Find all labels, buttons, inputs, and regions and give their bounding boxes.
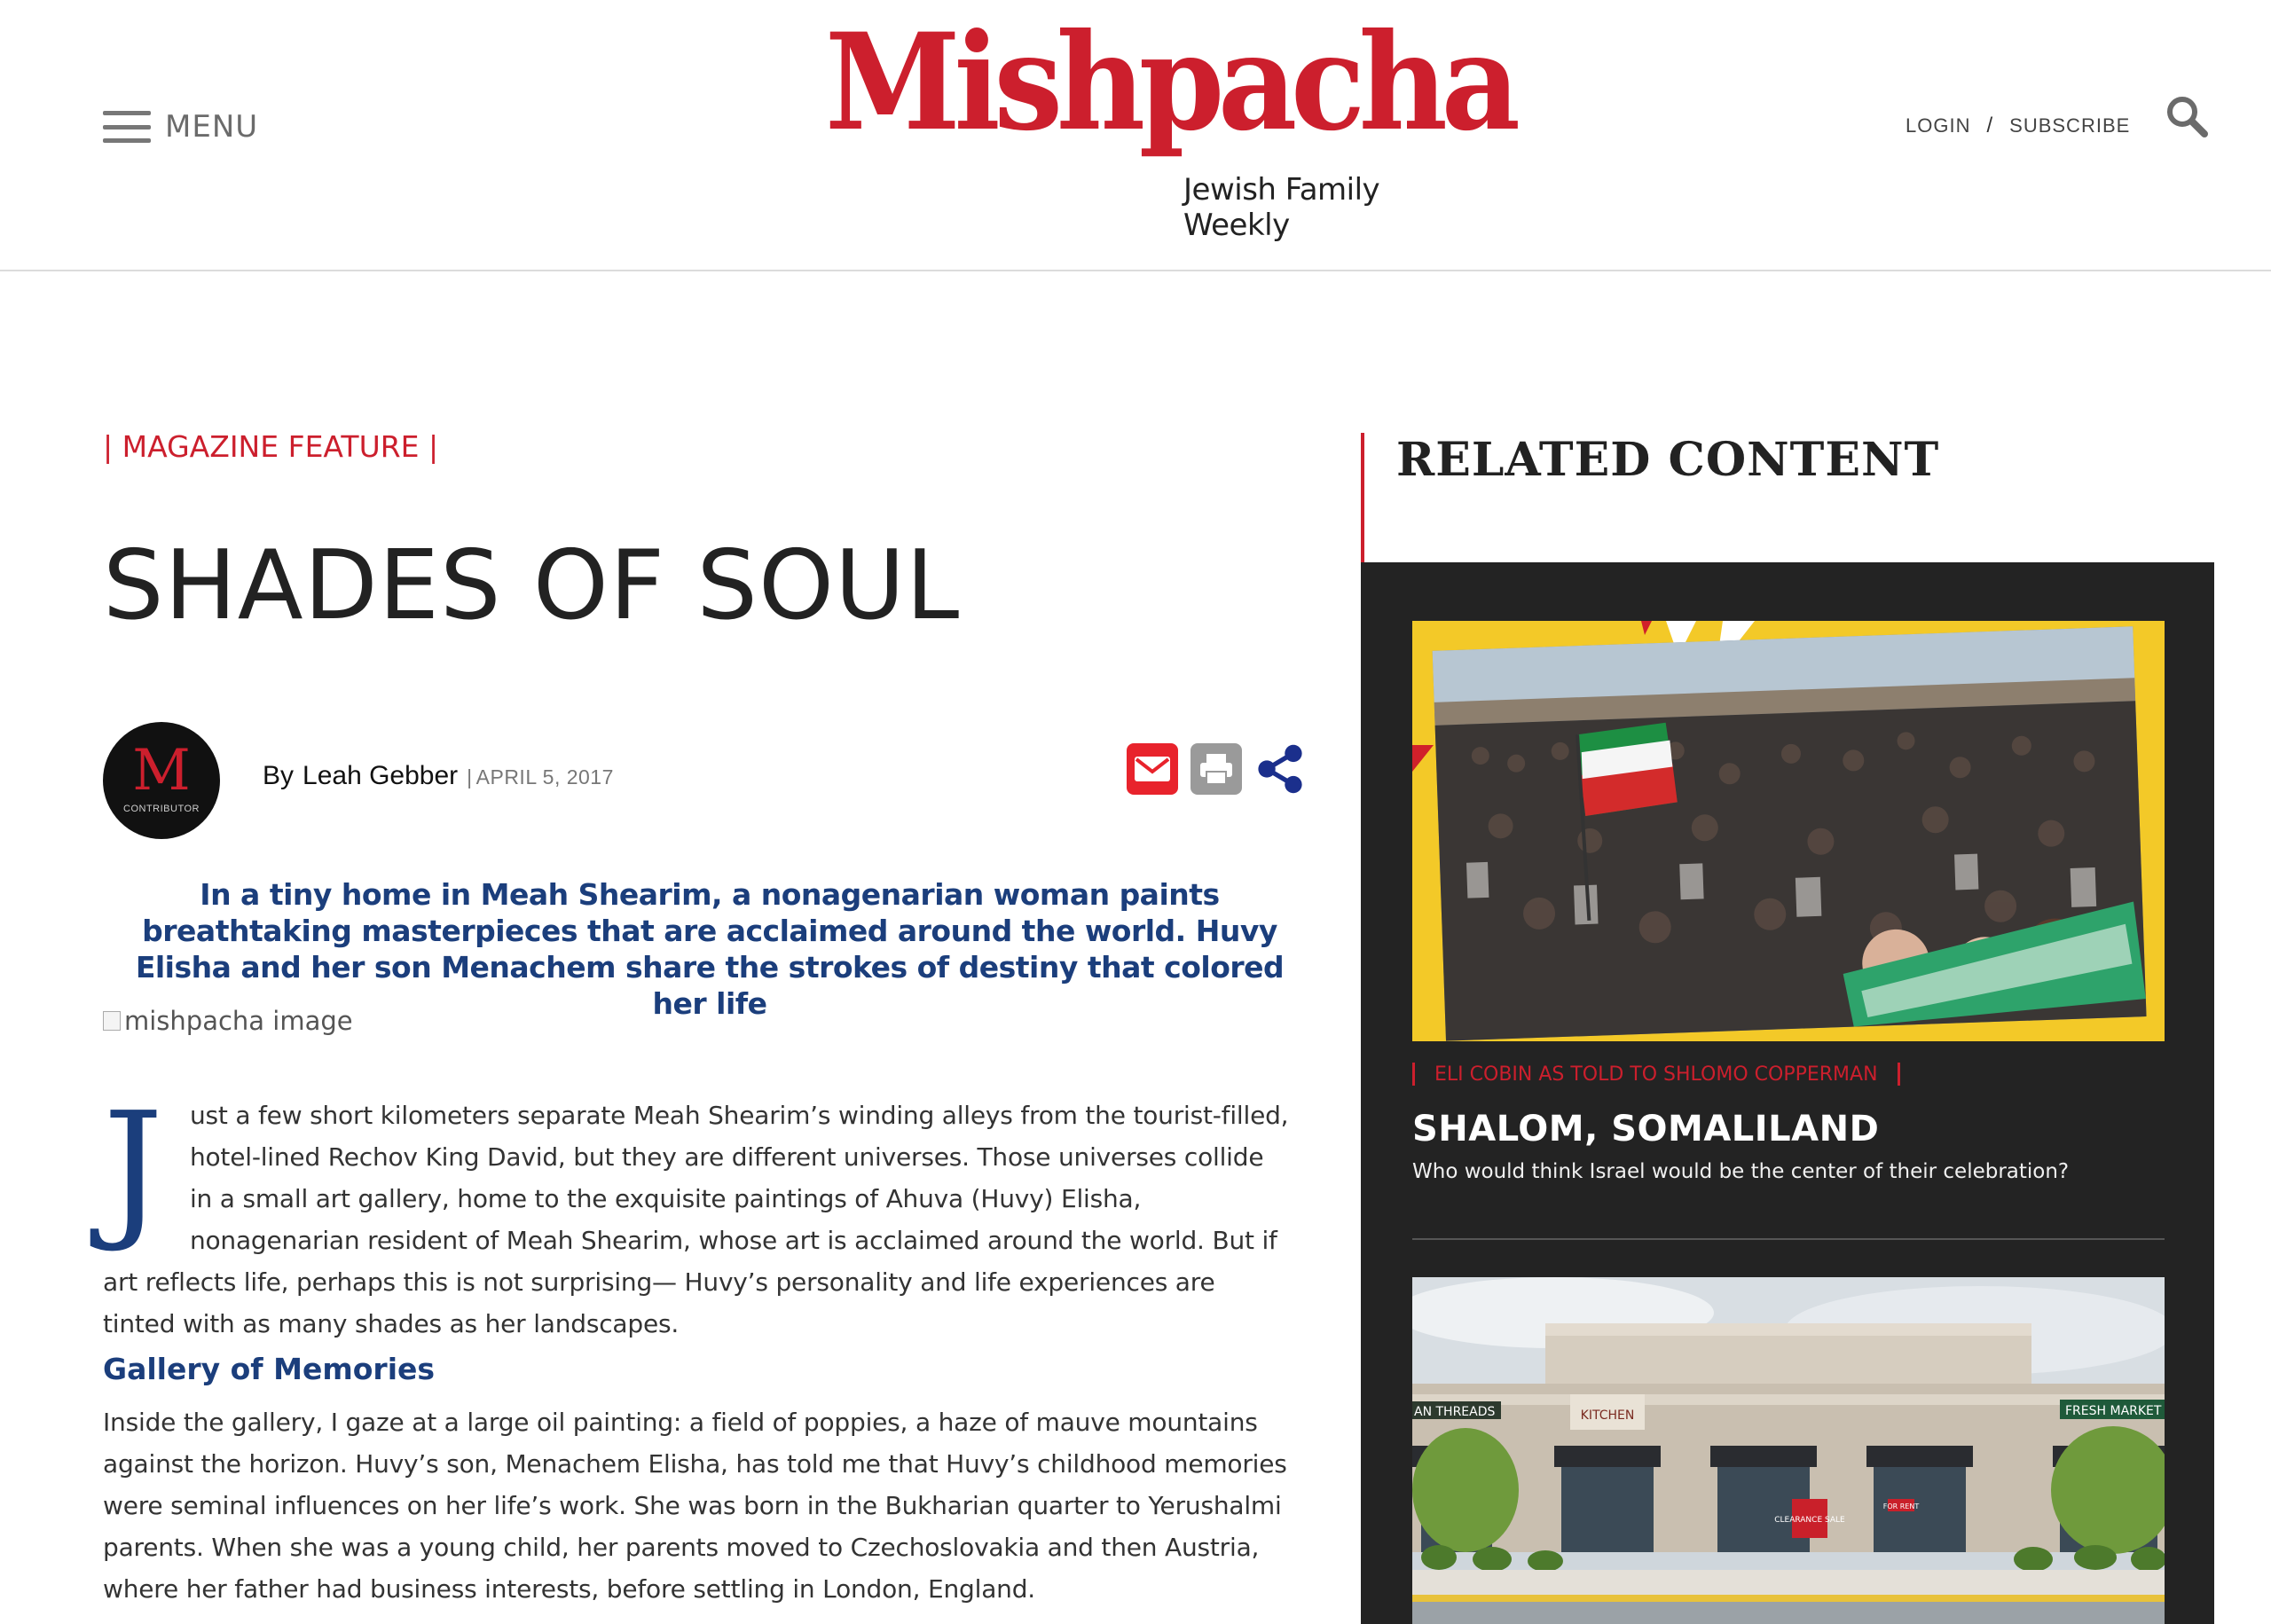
site-header	[0, 0, 2271, 271]
date-separator: |	[467, 765, 473, 788]
image-alt-text: mishpacha image	[124, 1006, 353, 1036]
byline	[263, 761, 614, 791]
avatar-letter: M	[132, 738, 191, 804]
article-dek: In a tiny home in Meah Shearim, a nonagenarian woman paints breathtaking masterpieces that are acclaimed around the world. Huvy Elisha and her son Menachem share the strokes of destiny that colored her life	[135, 877, 1285, 1021]
search-icon[interactable]	[2165, 94, 2209, 138]
print-icon[interactable]	[1191, 743, 1242, 795]
kicker-bar	[1412, 1063, 1415, 1086]
subscribe-link[interactable]: SUBSCRIBE	[2009, 114, 2131, 137]
article-title: SHADES OF SOUL	[103, 530, 961, 641]
store-sign: CLEARANCE SALE	[1774, 1516, 1845, 1525]
article-tools	[1127, 743, 1306, 795]
store-sign: FRESH MARKET	[2065, 1404, 2162, 1418]
byline-prefix: By	[263, 761, 295, 790]
store-sign: AN THREADS	[1414, 1405, 1496, 1419]
logo-tagline: Jewish Family Weekly	[1183, 172, 1380, 243]
article-paragraph	[103, 1080, 1292, 1345]
related-card-image[interactable]	[1412, 621, 2165, 1041]
article-kicker[interactable]: | MAGAZINE FEATURE |	[103, 429, 439, 464]
related-card-kicker[interactable]	[1412, 1063, 1900, 1086]
related-card-title[interactable]: SHALOM, SOMALILAND	[1412, 1109, 1880, 1149]
auth-links	[1906, 114, 2130, 138]
hamburger-icon	[103, 111, 151, 143]
sidebar-accent-rule	[1361, 433, 1364, 562]
menu-label: MENU	[165, 109, 259, 145]
store-sign: KITCHEN	[1580, 1408, 1635, 1423]
avatar-caption: CONTRIBUTOR	[123, 804, 200, 814]
kicker-bar	[1898, 1063, 1900, 1086]
store-sign: FOR RENT	[1882, 1502, 1920, 1510]
site-logo[interactable]	[825, 4, 1514, 243]
logo-name: Mishpacha	[825, 4, 1514, 161]
paragraph-text: ust a few short kilometers separate Meah Shearim’s winding alleys from the tourist-filled, hotel-lined Rechov King David, but they are different universes. Those universes collide in a small art gallery, home to the exquisite paintings of Ahuva (Huvy) Elisha, nonagenarian resident of Meah Shearim, whose art is acclaimed around the world. But if art reflects life, perhaps this is not surprising— Huvy’s personality and life experiences are tinted with as many shades as her landscapes.	[103, 1101, 1289, 1338]
article-subheading: Gallery of Memories	[103, 1352, 436, 1386]
card-divider	[1412, 1238, 2165, 1240]
related-card-subtitle: Who would think Israel would be the center of their celebration?	[1412, 1160, 2070, 1183]
auth-separator: /	[1986, 114, 1994, 137]
related-card-image[interactable]	[1412, 1277, 2165, 1624]
menu-button[interactable]	[103, 105, 258, 149]
drop-cap: J	[103, 1080, 163, 1256]
article-paragraph: Inside the gallery, I gaze at a large oil painting: a field of poppies, a haze of mauve mountains against the horizon. Huvy’s son, Menachem Elisha, has told me that Huvy’s childhood memories were seminal influences on her life’s work. She was born in the Bukharian quarter to Yerushalmi parents. When she was a young child, her parents moved to Czechoslovakia and then Austria, where her father had business interests, before settling in London, England.	[103, 1408, 1287, 1604]
publish-date: APRIL 5, 2017	[475, 765, 614, 788]
email-icon[interactable]	[1127, 743, 1178, 795]
related-card-author: ELI COBIN AS TOLD TO SHLOMO COPPERMAN	[1434, 1063, 1878, 1086]
article-image	[103, 1006, 353, 1036]
author-name[interactable]: Leah Gebber	[303, 761, 459, 790]
related-content-heading: RELATED CONTENT	[1396, 433, 1940, 487]
author-avatar[interactable]	[103, 722, 220, 839]
login-link[interactable]: LOGIN	[1906, 114, 1971, 137]
share-icon[interactable]	[1254, 743, 1306, 795]
broken-image-icon	[103, 1011, 121, 1031]
